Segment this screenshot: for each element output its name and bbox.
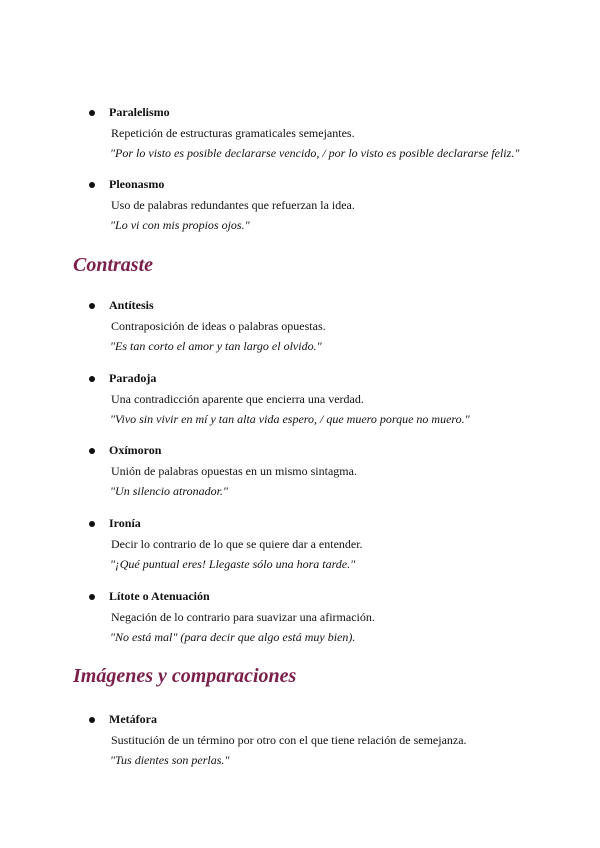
term-example: "Es tan corto el amor y tan largo el olvido."	[110, 339, 322, 353]
term-example: "No está mal" (para decir que algo está muy bien).	[110, 630, 356, 644]
term-label: Ironía	[109, 516, 141, 530]
term-label: Oxímoron	[109, 443, 162, 457]
term-definition: Repetición de estructuras gramaticales semejantes.	[111, 126, 355, 140]
bullet-icon	[89, 594, 95, 600]
term-label: Metáfora	[109, 712, 157, 726]
term-label: Lítote o Atenuación	[109, 589, 210, 603]
term-definition: Negación de lo contrario para suavizar una afirmación.	[111, 610, 375, 624]
list-item-oximoron	[0, 443, 600, 505]
term-example: "Lo vi con mis propios ojos."	[110, 218, 250, 232]
term-label: Antítesis	[109, 298, 154, 312]
term-label: Paradoja	[109, 371, 157, 385]
term-example: "Por lo visto es posible declararse vencido, / por lo visto es posible declararse feliz."	[110, 146, 520, 160]
bullet-icon	[89, 182, 95, 188]
term-label: Paralelismo	[109, 105, 170, 119]
section-heading-contraste: Contraste	[73, 254, 154, 276]
term-definition: Una contradicción aparente que encierra una verdad.	[111, 392, 364, 406]
bullet-icon	[89, 717, 95, 723]
list-item-pleonasmo	[0, 177, 600, 239]
term-example: "Un silencio atronador."	[110, 484, 228, 498]
list-item-metafora	[0, 712, 600, 774]
term-label: Pleonasmo	[109, 177, 165, 191]
bullet-icon	[89, 110, 95, 116]
term-example: "Vivo sin vivir en mí y tan alta vida espero, / que muero porque no muero."	[110, 412, 470, 426]
section-heading-imagenes: Imágenes y comparaciones	[73, 665, 297, 687]
term-definition: Sustitución de un término por otro con el que tiene relación de semejanza.	[111, 733, 467, 747]
term-definition: Contraposición de ideas o palabras opuestas.	[111, 319, 326, 333]
list-item-paradoja	[0, 371, 600, 433]
term-example: "¡Qué puntual eres! Llegaste sólo una hora tarde."	[110, 557, 356, 571]
term-definition: Decir lo contrario de lo que se quiere dar a entender.	[111, 537, 363, 551]
list-item-paralelismo	[0, 105, 600, 167]
bullet-icon	[89, 376, 95, 382]
bullet-icon	[89, 303, 95, 309]
bullet-icon	[89, 448, 95, 454]
list-item-litote	[0, 589, 600, 651]
bullet-icon	[89, 521, 95, 527]
term-example: "Tus dientes son perlas."	[110, 753, 230, 767]
term-definition: Uso de palabras redundantes que refuerzan la idea.	[111, 198, 355, 212]
list-item-antitesis	[0, 298, 600, 360]
term-definition: Unión de palabras opuestas en un mismo sintagma.	[111, 464, 357, 478]
list-item-ironia	[0, 516, 600, 578]
